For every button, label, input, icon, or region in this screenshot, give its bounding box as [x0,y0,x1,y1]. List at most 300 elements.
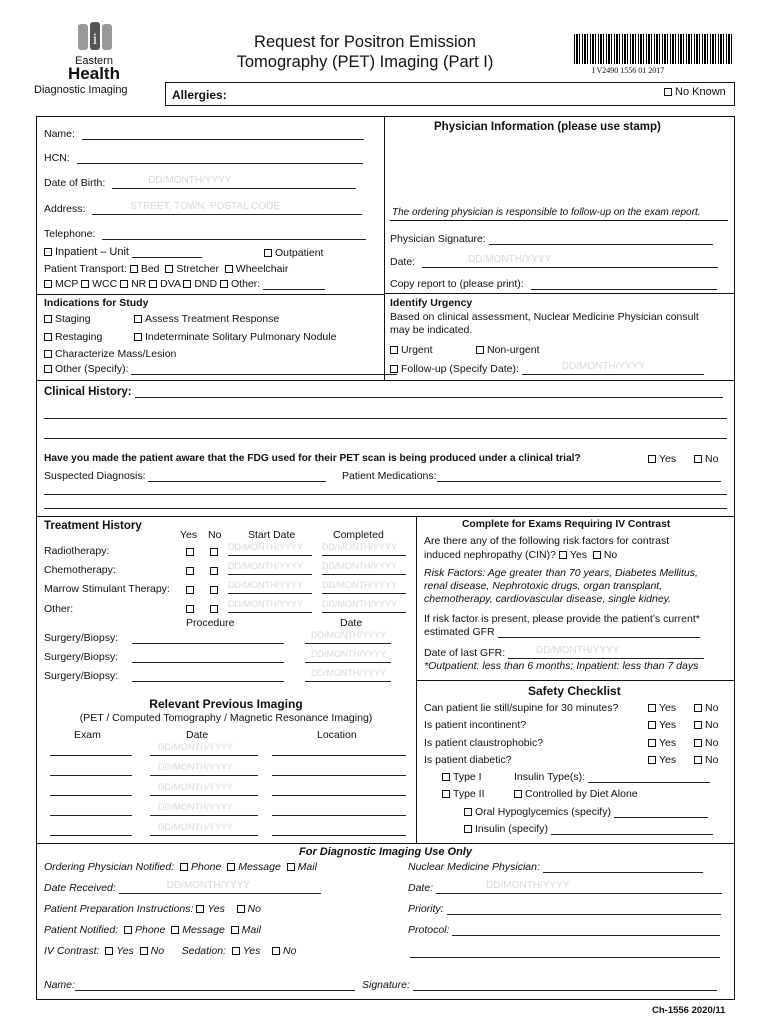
physician-note: The ordering physician is responsible to follow-up on the exam report. [392,207,701,218]
divider [36,294,385,295]
q3-no-checkbox[interactable] [694,737,718,749]
message-checkbox[interactable] [227,861,281,873]
radio-yes-checkbox[interactable] [186,546,197,558]
insulin-line [551,824,713,835]
imaging-row[interactable] [50,784,406,796]
wcc-label: WCC [92,278,118,290]
date-hint: DD/MONTH/YYYY [158,782,234,792]
protocol-line [452,925,720,936]
q4-yes-checkbox[interactable] [648,754,676,766]
gfr-note: *Outpatient: less than 6 months; Inpatient: less than 7 days [424,660,699,672]
assess-checkbox[interactable] [134,313,279,325]
divider [384,116,385,380]
chemo-completed-field[interactable] [322,563,406,575]
divider [36,380,735,381]
address-label: Address: [44,203,86,215]
safety-q1: Can patient lie still/supine for 30 minutes? [424,702,619,714]
checkbox-icon [694,756,702,764]
inpatient-checkbox[interactable] [44,246,202,258]
oral-label: Oral Hypoglycemics (specify) [475,806,611,818]
pmail-checkbox[interactable] [231,924,261,936]
diagnosis-field[interactable] [44,470,326,482]
cin-yes-checkbox[interactable] [559,549,587,561]
dob-field[interactable] [44,177,356,189]
type1-label: Type I [453,771,482,783]
dnd-label: DND [194,278,218,290]
telephone-field[interactable] [44,228,366,240]
characterize-checkbox[interactable] [44,348,176,360]
exam-line [50,765,132,776]
checkbox-icon [694,455,702,463]
q1-no-checkbox[interactable] [694,702,718,714]
medications-field[interactable] [342,470,721,482]
wheelchair-checkbox[interactable] [225,263,289,275]
name-field[interactable] [44,128,364,140]
other-treatment-label: Other: [44,603,74,615]
fdg-yes-checkbox[interactable] [648,453,676,465]
pmessage-checkbox[interactable] [171,924,225,936]
date-hint: DD/MONTH/YYYY [311,668,387,678]
date-line [228,542,312,556]
notified-row [44,861,317,873]
q3-yes-checkbox[interactable] [648,737,676,749]
yes-label: Yes [116,945,134,957]
checkbox-icon [210,567,218,575]
chemo-no-checkbox[interactable] [210,565,221,577]
office-name-line [75,980,355,991]
risk-line2: renal disease, Nephrotoxic drugs, organ transplant, [424,580,663,592]
office-date-label: Date: [408,882,434,894]
urgency-text1: Based on clinical assessment, Nuclear Medicine Physician consult [390,311,699,323]
checkbox-icon [134,333,142,341]
safety-title: Safety Checklist [528,684,621,698]
checkbox-icon [183,280,191,288]
gfr-field[interactable] [424,626,700,638]
iv-yes-checkbox[interactable] [105,945,134,957]
checkbox-icon [44,333,52,341]
signature-line [489,234,713,245]
sedation-no-checkbox[interactable] [272,945,296,957]
received-label: Date Received: [44,882,116,894]
mail-label: Mail [241,924,261,936]
checkbox-icon [559,551,567,559]
other-completed-field[interactable] [322,601,406,613]
sedation-yes-checkbox[interactable] [232,945,261,957]
risk-line1: Risk Factors: Age greater than 70 years, Diabetes Mellitus, [424,567,698,579]
followup-line [522,361,704,375]
checkbox-icon [186,586,194,594]
date-hint: DD/MONTH/YYYY [228,542,304,552]
hcn-line [77,153,363,164]
radio-completed-field[interactable] [322,544,406,556]
stretcher-label: Stretcher [176,263,219,275]
procedure-line [132,671,284,682]
col-imaging-date: Date [186,729,209,741]
bed-checkbox[interactable] [130,263,160,275]
date-hint: DD/MONTH/YYYY [468,254,552,265]
marrow-start-field[interactable] [228,582,312,594]
transport-row [44,263,288,275]
last-gfr-label: Date of last GFR: [424,647,506,659]
yes-label: Yes [659,754,677,766]
date-hint: DD/MONTH/YYYY [166,880,251,891]
yes-label: Yes [659,702,677,714]
followup-checkbox[interactable] [390,363,704,375]
insulin-checkbox[interactable] [464,823,713,835]
date-line [322,580,406,594]
medications-label: Patient Medications: [342,470,437,482]
location-line [272,805,406,816]
gfr-label: estimated GFR [424,626,495,638]
office-signature-label: Signature: [362,979,410,991]
col-location: Location [317,729,357,741]
date-line [150,822,258,836]
dob-label: Date of Birth: [44,177,106,189]
checkbox-icon [210,605,218,613]
phone-label: Phone [134,924,166,936]
phone-checkbox[interactable] [180,861,221,873]
date-hint: DD/MONTH/YYYY [158,822,234,832]
physician-title: Physician Information (please use stamp) [434,121,661,133]
date-line [322,599,406,613]
unit-line [132,247,202,258]
checkbox-icon [140,947,148,955]
nodule-label: Indeterminate Solitary Pulmonary Nodule [145,331,337,343]
prep-label: Patient Preparation Instructions: [44,903,194,915]
checkbox-icon [593,551,601,559]
barcode [574,34,734,64]
restaging-checkbox[interactable] [44,331,102,343]
q2-no-checkbox[interactable] [694,719,718,731]
notified-label: Ordering Physician Notified: [44,861,175,873]
radio-no-checkbox[interactable] [210,546,221,558]
safety-q2: Is patient incontinent? [424,719,527,731]
checkbox-icon [648,704,656,712]
chemo-yes-checkbox[interactable] [186,565,197,577]
received-line [119,880,321,894]
divider [36,843,735,844]
no-label: No [705,737,719,749]
date-hint: DD/MONTH/YYYY [322,542,398,552]
clinical-line [44,508,727,509]
characterize-label: Characterize Mass/Lesion [55,348,177,360]
procedure-line [132,633,284,644]
checkbox-icon [272,947,280,955]
address-field[interactable] [44,203,362,215]
imaging-row[interactable] [50,744,406,756]
followup-label: Follow-up (Specify Date): [401,363,519,375]
yes-label: Yes [659,719,677,731]
nm-physician-line [543,862,703,873]
pphone-checkbox[interactable] [124,924,165,936]
checkbox-icon [231,926,239,934]
nonurgent-checkbox[interactable] [476,344,540,356]
type2-checkbox[interactable] [442,788,485,800]
followup-hint: DD/MONTH/YYYY [561,361,646,372]
cin-no-label: No [603,549,618,561]
checkbox-icon [514,790,522,798]
marrow-no-checkbox[interactable] [210,584,221,596]
restaging-label: Restaging [55,331,103,343]
mail-checkbox[interactable] [287,861,317,873]
checkbox-icon [210,548,218,556]
page-title [200,32,530,72]
clinical-history-field[interactable] [44,386,723,398]
date-line [305,630,391,644]
prep-row [44,903,261,915]
dva-label: DVA [160,278,181,290]
medications-line [437,471,721,482]
surgery-label: Surgery/Biopsy: [44,632,119,644]
date-hint: DD/MONTH/YYYY [158,802,234,812]
office-title: For Diagnostic Imaging Use Only [299,846,472,858]
oral-checkbox[interactable] [464,806,708,818]
checkbox-icon [464,808,472,816]
type1-checkbox[interactable] [442,771,482,783]
nr-checkbox[interactable] [120,278,146,290]
marrow-label: Marrow Stimulant Therapy: [44,583,170,595]
mcp-checkbox[interactable] [44,278,78,290]
mcp-label: MCP [55,278,79,290]
outpatient-checkbox[interactable] [264,247,323,259]
checkbox-icon [124,926,132,934]
office-date-line [436,880,722,894]
exam-line [50,805,132,816]
nm-physician-field[interactable] [408,861,703,873]
contrast-q2-row [424,549,617,561]
divider [416,680,735,681]
office-date-field[interactable] [408,882,722,894]
checkbox-icon [464,825,472,833]
fdg-no-label: No [705,453,719,465]
location-line [272,745,406,756]
checkbox-icon [648,455,656,463]
q2-yes-checkbox[interactable] [648,719,676,731]
checkbox-icon [694,704,702,712]
insulin-types-field[interactable] [514,771,710,783]
contrast-q1: Are there any of the following risk factors for contrast [424,535,670,547]
urgent-checkbox[interactable] [390,344,433,356]
org-line2: Health [68,64,120,83]
safety-q3: Is patient claustrophobic? [424,737,544,749]
physician-date-field[interactable] [390,256,718,268]
imaging-row[interactable] [50,804,406,816]
staging-label: Staging [55,313,91,325]
date-line [228,580,312,594]
contrast-q2: induced nephropathy (CIN)? [424,549,556,561]
signature-field[interactable] [390,233,713,245]
date-hint: DD/MONTH/YYYY [311,630,387,640]
location-line [272,765,406,776]
other-indication-checkbox[interactable] [44,363,397,375]
checkbox-icon [225,265,233,273]
diet-label: Controlled by Diet Alone [525,788,638,800]
marrow-yes-checkbox[interactable] [186,584,197,596]
hcn-field[interactable] [44,152,363,164]
priority-field[interactable] [408,903,721,915]
outpatient-label: Outpatient [275,247,324,259]
exam-line [50,745,132,756]
mail-label: Mail [297,861,317,873]
dob-line [112,175,356,189]
q4-no-checkbox[interactable] [694,754,718,766]
exam-line [50,785,132,796]
checkbox-icon [227,863,235,871]
checkbox-icon [81,280,89,288]
date-line [150,802,258,816]
dnd-checkbox[interactable] [183,278,217,290]
checkbox-icon [648,756,656,764]
imaging-title: Relevant Previous Imaging [149,697,303,711]
hcn-label: HCN: [44,152,70,164]
divider [390,220,728,221]
coverage-row [44,278,325,290]
chemo-start-field[interactable] [228,563,312,575]
radio-start-field[interactable] [228,544,312,556]
insulin-types-label: Insulin Type(s): [514,771,586,783]
imaging-row[interactable] [50,824,406,836]
clinical-line [44,494,727,495]
dva-checkbox[interactable] [149,278,180,290]
copy-report-field[interactable] [390,278,717,290]
date-line [305,649,391,663]
checkbox-icon [390,365,398,373]
allergies-label: Allergies: [172,88,227,102]
date-hint: DD/MONTH/YYYY [322,561,398,571]
org-line1: Eastern [75,55,113,67]
q1-yes-checkbox[interactable] [648,702,676,714]
address-line [92,201,362,215]
staging-checkbox[interactable] [44,313,91,325]
contrast-title: Complete for Exams Requiring IV Contrast [462,519,671,530]
svg-text:i: i [92,31,98,48]
no-label: No [283,945,297,957]
yes-label: Yes [242,945,261,957]
divider [36,516,735,517]
other-coverage-checkbox[interactable] [220,278,260,290]
protocol-field[interactable] [408,924,720,936]
date-hint: DD/MONTH/YYYY [158,762,234,772]
other-coverage-line [263,279,325,290]
surgery-row[interactable] [44,632,391,644]
title-line2: Tomography (PET) Imaging (Part I) [236,53,494,71]
location-line [272,825,406,836]
date-hint: DD/MONTH/YYYY [322,599,398,609]
received-field[interactable] [44,882,321,894]
date-line [322,561,406,575]
checkbox-icon [120,280,128,288]
copy-report-line [531,279,717,290]
col-date: Date [340,617,363,629]
other-no-checkbox[interactable] [210,603,221,615]
date-hint: DD/MONTH/YYYY [536,645,620,656]
surgery-label: Surgery/Biopsy: [44,670,119,682]
fdg-no-checkbox[interactable] [694,453,718,465]
oral-line [614,807,708,818]
date-hint: DD/MONTH/YYYY [228,561,304,571]
imaging-row[interactable] [50,764,406,776]
yes-label: Yes [207,903,225,915]
no-known-checkbox[interactable] [664,86,726,98]
clinical-line [135,387,723,398]
copy-report-label: Copy report to (please print): [390,278,524,290]
checkbox-icon [149,280,157,288]
priority-label: Priority: [408,903,444,915]
date-hint: DD/MONTH/YYYY [158,742,234,752]
phone-label: Phone [191,861,222,873]
checkbox-icon [134,315,142,323]
exam-line [50,825,132,836]
surgery-row[interactable] [44,670,391,682]
last-gfr-field[interactable] [424,647,704,659]
gfr-line [498,627,700,638]
name-line [82,129,364,140]
checkbox-icon [390,346,398,354]
date-line [150,762,258,776]
prep-yes-checkbox[interactable] [196,903,225,915]
nodule-checkbox[interactable] [134,331,336,343]
inpatient-label: Inpatient – Unit [55,246,129,258]
checkbox-icon [44,350,52,358]
pnotified-row [44,924,261,936]
checkbox-icon [264,249,272,257]
prep-no-checkbox[interactable] [237,903,261,915]
protocol-label: Protocol: [408,924,450,936]
clinical-history-label: Clinical History: [44,386,132,398]
date-line [322,542,406,556]
surgery-label: Surgery/Biopsy: [44,651,119,663]
allergies-box [165,82,735,106]
stretcher-checkbox[interactable] [165,263,219,275]
type2-label: Type II [453,788,485,800]
date-line [305,668,391,682]
checkbox-icon [476,346,484,354]
office-signature-field[interactable] [362,979,717,991]
checkbox-icon [648,739,656,747]
barcode-text: I V2490 1556 01 2017 [592,66,665,75]
other-indication-label: Other (Specify): [55,363,129,375]
message-label: Message [182,924,225,936]
checkbox-icon [664,88,672,96]
checkbox-icon [44,280,52,288]
col-exam: Exam [74,729,101,741]
wcc-checkbox[interactable] [81,278,117,290]
transport-label: Patient Transport: [44,263,127,275]
checkbox-icon [648,721,656,729]
date-line [150,782,258,796]
diet-checkbox[interactable] [514,788,638,800]
checkbox-icon [442,773,450,781]
office-line [410,957,720,958]
clinical-line [44,418,727,419]
other-yes-checkbox[interactable] [186,603,197,615]
pnotified-label: Patient Notified: [44,924,119,936]
urgent-label: Urgent [401,344,433,356]
safety-q4: Is patient diabetic? [424,754,512,766]
office-name-field[interactable] [44,979,355,991]
surgery-row[interactable] [44,651,391,663]
iv-no-checkbox[interactable] [140,945,164,957]
treatment-title: Treatment History [44,520,142,532]
other-start-field[interactable] [228,601,312,613]
date-hint: DD/MONTH/YYYY [228,580,304,590]
cin-no-checkbox[interactable] [593,549,617,561]
no-label: No [705,719,719,731]
office-signature-line [413,980,717,991]
insulin-types-line [588,772,710,783]
marrow-completed-field[interactable] [322,582,406,594]
col-start: Start Date [248,529,296,541]
